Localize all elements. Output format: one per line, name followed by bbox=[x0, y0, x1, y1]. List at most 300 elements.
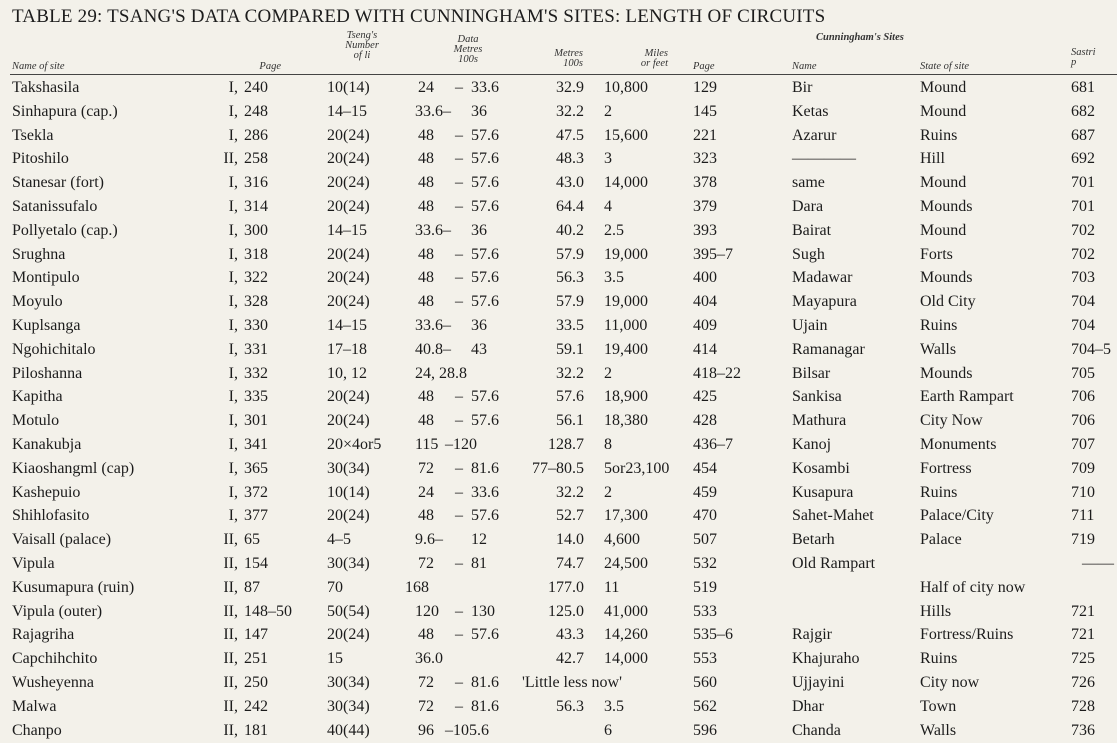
sastri-page: 719 bbox=[1071, 531, 1095, 549]
tsengs-number: 20(24) bbox=[327, 174, 370, 192]
site-name: Kusumapura (ruin) bbox=[12, 578, 135, 596]
cunningham-page: 425 bbox=[693, 388, 717, 406]
data-metres-low: 48 bbox=[418, 174, 434, 192]
metres-value: 48.3 bbox=[556, 150, 584, 168]
site-name: Montipulo bbox=[12, 269, 80, 287]
site-page: 87 bbox=[244, 578, 260, 596]
site-volume: I, bbox=[228, 388, 238, 406]
tsengs-number: 14–15 bbox=[327, 102, 367, 120]
state-of-site: Mounds bbox=[920, 197, 973, 215]
site-volume: I, bbox=[228, 102, 238, 120]
site-page: 322 bbox=[244, 269, 268, 287]
header-metres-line2: 100s bbox=[563, 58, 583, 69]
metres-value: 32.2 bbox=[556, 483, 584, 501]
data-metres-dash: – bbox=[455, 197, 463, 215]
site-page: 251 bbox=[244, 650, 268, 668]
metres-value: 57.6 bbox=[556, 388, 584, 406]
cunningham-page: 560 bbox=[693, 673, 717, 691]
site-volume: I, bbox=[228, 340, 238, 358]
cunningham-name: Sahet-Mahet bbox=[792, 507, 874, 525]
site-page: 365 bbox=[244, 459, 268, 477]
miles-or-feet: 4,600 bbox=[604, 531, 640, 549]
data-metres-high: 57.6 bbox=[471, 174, 499, 192]
state-of-site: Palace bbox=[920, 531, 962, 549]
site-page: 332 bbox=[244, 364, 268, 382]
cunningham-name: Mayapura bbox=[792, 293, 857, 311]
site-volume: I, bbox=[228, 197, 238, 215]
cunningham-page: 395–7 bbox=[693, 245, 733, 263]
data-metres-high: 33.6 bbox=[471, 79, 499, 96]
site-volume: II, bbox=[223, 697, 238, 715]
tsengs-number: 20×4or5 bbox=[327, 435, 382, 453]
data-metres-low: 48 bbox=[418, 197, 434, 215]
metres-value: 40.2 bbox=[556, 221, 584, 239]
state-of-site: Mounds bbox=[920, 269, 973, 287]
table-row bbox=[0, 552, 1117, 576]
sastri-page: 711 bbox=[1071, 507, 1095, 525]
data-metres-low: 48 bbox=[418, 245, 434, 263]
data-metres-high: 81.6 bbox=[471, 673, 499, 691]
metres-value: 64.4 bbox=[556, 197, 584, 215]
site-name: Malwa bbox=[12, 697, 57, 715]
header-name: Name bbox=[792, 61, 817, 72]
header-data-metres bbox=[454, 35, 483, 65]
miles-or-feet: 2 bbox=[604, 102, 612, 120]
site-volume: II, bbox=[223, 150, 238, 168]
cunningham-name: Bir bbox=[792, 79, 813, 96]
tsengs-number: 10, 12 bbox=[327, 364, 367, 382]
tsengs-number: 20(24) bbox=[327, 197, 370, 215]
site-name: Kuplsanga bbox=[12, 316, 81, 334]
cunningham-page: 428 bbox=[693, 412, 717, 430]
table-row bbox=[0, 171, 1117, 195]
cunningham-page: 414 bbox=[693, 340, 717, 358]
metres-value: 14.0 bbox=[556, 531, 584, 549]
site-name: Motulo bbox=[12, 412, 60, 430]
cunningham-name: Dara bbox=[792, 197, 824, 215]
table-row bbox=[0, 647, 1117, 671]
sastri-page: 706 bbox=[1071, 412, 1095, 430]
miles-or-feet: 19,000 bbox=[604, 293, 648, 311]
site-name: Tsekla bbox=[12, 126, 54, 144]
sastri-page: 721 bbox=[1071, 626, 1095, 644]
sastri-page: 706 bbox=[1071, 388, 1095, 406]
site-name: Piloshanna bbox=[12, 364, 83, 382]
site-page: 341 bbox=[244, 435, 268, 453]
data-metres-low: 72 bbox=[418, 554, 434, 572]
data-metres-dash: – bbox=[455, 126, 463, 144]
cunningham-page: 404 bbox=[693, 293, 717, 311]
cunningham-page: 145 bbox=[693, 102, 717, 120]
data-metres-high: 36 bbox=[471, 221, 487, 239]
cunningham-page: 221 bbox=[693, 126, 717, 144]
state-of-site: Mound bbox=[920, 221, 967, 239]
site-volume: I, bbox=[228, 269, 238, 287]
data-metres-high: 57.6 bbox=[471, 507, 499, 525]
data-metres-dash: – bbox=[455, 697, 463, 715]
state-of-site: Town bbox=[920, 697, 957, 715]
header-page-2: Page bbox=[693, 61, 715, 72]
table-row bbox=[0, 600, 1117, 624]
data-metres-low: 36.0 bbox=[415, 650, 443, 668]
header-data-line1: Data bbox=[457, 34, 479, 45]
cunningham-page: 459 bbox=[693, 483, 717, 501]
sastri-page: 709 bbox=[1071, 459, 1095, 477]
miles-or-feet: 3.5 bbox=[604, 269, 624, 287]
data-metres-dash: – bbox=[455, 293, 463, 311]
data-metres-low: 72 bbox=[418, 673, 434, 691]
site-name: Chanpo bbox=[12, 721, 62, 739]
state-of-site: Mounds bbox=[920, 364, 973, 382]
table-row bbox=[0, 290, 1117, 314]
tsengs-number: 20(24) bbox=[327, 150, 370, 168]
miles-or-feet: 2.5 bbox=[604, 221, 624, 239]
miles-or-feet: 18,900 bbox=[604, 388, 648, 406]
state-of-site: Walls bbox=[920, 340, 957, 358]
data-metres-low: 48 bbox=[418, 412, 434, 430]
site-volume: II, bbox=[223, 602, 238, 620]
table-row bbox=[0, 433, 1117, 457]
miles-or-feet: 2 bbox=[604, 364, 612, 382]
data-metres-dash: – bbox=[455, 269, 463, 287]
sastri-page: 701 bbox=[1071, 197, 1095, 215]
cunningham-page: 379 bbox=[693, 197, 717, 215]
site-volume: II, bbox=[223, 673, 238, 691]
cunningham-name: Sugh bbox=[792, 245, 825, 263]
metres-value: 59.1 bbox=[556, 340, 584, 358]
site-volume: I, bbox=[228, 174, 238, 192]
cunningham-name: Kosambi bbox=[792, 459, 850, 477]
data-metres-low: 115 bbox=[415, 435, 439, 453]
data-metres-low: 9.6– bbox=[415, 531, 443, 549]
cunningham-name: Kanoj bbox=[792, 435, 832, 453]
state-of-site: Hills bbox=[920, 602, 952, 620]
miles-or-feet: 18,380 bbox=[604, 412, 648, 430]
data-metres-low: 48 bbox=[418, 126, 434, 144]
miles-or-feet: 2 bbox=[604, 483, 612, 501]
data-metres-high: 81 bbox=[471, 554, 487, 572]
header-tsengs-line2: Number bbox=[345, 40, 379, 51]
site-page: 331 bbox=[244, 340, 268, 358]
data-metres-low: 24 bbox=[418, 483, 434, 501]
data-metres-dash: – bbox=[455, 507, 463, 525]
site-volume: I, bbox=[228, 79, 238, 96]
site-name: Moyulo bbox=[12, 293, 63, 311]
data-metres-high: 57.6 bbox=[471, 245, 499, 263]
cunningham-name: Ketas bbox=[792, 102, 829, 120]
sastri-page: 704–5 bbox=[1071, 340, 1111, 358]
site-page: 181 bbox=[244, 721, 268, 739]
table-row bbox=[0, 219, 1117, 243]
tsengs-number: 10(14) bbox=[327, 79, 370, 96]
cunningham-page: 418–22 bbox=[693, 364, 741, 382]
sastri-page: 728 bbox=[1071, 697, 1095, 715]
header-rule bbox=[10, 74, 1117, 75]
metres-value: 43.0 bbox=[556, 174, 584, 192]
tsengs-number: 17–18 bbox=[327, 340, 367, 358]
tsengs-number: 14–15 bbox=[327, 316, 367, 334]
table-row bbox=[0, 719, 1117, 743]
table-row bbox=[0, 195, 1117, 219]
cunningham-name: Sankisa bbox=[792, 388, 842, 406]
site-page: 314 bbox=[244, 197, 268, 215]
table-row bbox=[0, 671, 1117, 695]
header-cunninghams-sites: Cunningham's Sites bbox=[816, 32, 904, 43]
cunningham-page: 454 bbox=[693, 459, 717, 477]
data-metres-dash: – bbox=[455, 245, 463, 263]
site-name: Kashepuio bbox=[12, 483, 81, 501]
tsengs-number: 30(34) bbox=[327, 459, 370, 477]
header-name-of-site: Name of site bbox=[12, 61, 65, 72]
data-metres-low: 120 bbox=[415, 602, 439, 620]
table-row bbox=[0, 385, 1117, 409]
site-volume: I, bbox=[228, 459, 238, 477]
header-metres bbox=[554, 49, 583, 69]
header-tsengs-line3: of li bbox=[353, 50, 371, 61]
sastri-page: 726 bbox=[1071, 673, 1095, 691]
header-miles-line2: or feet bbox=[640, 58, 668, 69]
sastri-page: 707 bbox=[1071, 435, 1095, 453]
miles-or-feet: 4 bbox=[604, 197, 612, 215]
header-miles-line1: Miles bbox=[644, 48, 668, 59]
state-of-site: Mound bbox=[920, 174, 967, 192]
state-of-site: Fortress/Ruins bbox=[920, 626, 1014, 644]
sastri-page: 692 bbox=[1071, 150, 1095, 168]
data-metres-high: 57.6 bbox=[471, 293, 499, 311]
data-metres-low: 48 bbox=[418, 269, 434, 287]
sastri-page: 705 bbox=[1071, 364, 1095, 382]
metres-value: 56.3 bbox=[556, 269, 584, 287]
data-metres-high: 36 bbox=[471, 316, 487, 334]
site-name: Stanesar (fort) bbox=[12, 174, 104, 192]
state-of-site: Fortress bbox=[920, 459, 972, 477]
cunningham-page: 553 bbox=[693, 650, 717, 668]
header-sastri-line1: Sastri bbox=[1071, 47, 1096, 58]
site-page: 316 bbox=[244, 174, 268, 192]
tsengs-number: 20(24) bbox=[327, 388, 370, 406]
data-metres-dash: – bbox=[455, 626, 463, 644]
metres-value: 43.3 bbox=[556, 626, 584, 644]
data-metres-high: 57.6 bbox=[471, 126, 499, 144]
table-body bbox=[0, 76, 1117, 742]
data-metres-high: 57.6 bbox=[471, 626, 499, 644]
metres-value: 57.9 bbox=[556, 245, 584, 263]
cunningham-name: ———— bbox=[792, 150, 856, 168]
site-name: Kapitha bbox=[12, 388, 63, 406]
tsengs-number: 30(34) bbox=[327, 697, 370, 715]
data-metres-dash: – bbox=[455, 79, 463, 96]
data-metres-low: 48 bbox=[418, 507, 434, 525]
site-page: 154 bbox=[244, 554, 268, 572]
data-metres-low: 24 bbox=[418, 79, 434, 96]
table-row bbox=[0, 362, 1117, 386]
sastri-page: 702 bbox=[1071, 245, 1095, 263]
sastri-page: 687 bbox=[1071, 126, 1095, 144]
cunningham-page: 507 bbox=[693, 531, 717, 549]
metres-value: 77–80.5 bbox=[532, 459, 584, 477]
sastri-page: 681 bbox=[1071, 79, 1095, 96]
miles-or-feet: 3 bbox=[604, 150, 612, 168]
state-of-site: Ruins bbox=[920, 316, 958, 334]
state-of-site: Old City bbox=[920, 293, 976, 311]
cunningham-name: Dhar bbox=[792, 697, 824, 715]
site-volume: I, bbox=[228, 126, 238, 144]
header-page: Page bbox=[259, 61, 281, 72]
sastri-page: 701 bbox=[1071, 174, 1095, 192]
data-metres-high: 12 bbox=[471, 531, 487, 549]
tsengs-number: 50(54) bbox=[327, 602, 370, 620]
table-row bbox=[0, 409, 1117, 433]
miles-or-feet: 5or23,100 bbox=[604, 459, 670, 477]
data-metres-high: 57.6 bbox=[471, 388, 499, 406]
cunningham-page: 535–6 bbox=[693, 626, 733, 644]
state-of-site: Ruins bbox=[920, 650, 958, 668]
site-volume: I, bbox=[228, 245, 238, 263]
cunningham-name: Betarh bbox=[792, 531, 835, 549]
header-miles bbox=[641, 49, 668, 69]
miles-or-feet: 3.5 bbox=[604, 697, 624, 715]
site-volume: I, bbox=[228, 364, 238, 382]
tsengs-number: 20(24) bbox=[327, 412, 370, 430]
state-of-site: Monuments bbox=[920, 435, 997, 453]
metres-value: 33.5 bbox=[556, 316, 584, 334]
cunningham-name: Chanda bbox=[792, 721, 841, 739]
table-row bbox=[0, 124, 1117, 148]
state-of-site: City Now bbox=[920, 412, 983, 430]
data-metres-low: 33.6– bbox=[415, 221, 451, 239]
metres-value: 56.1 bbox=[556, 412, 584, 430]
site-name: Pollyetalo (cap.) bbox=[12, 221, 118, 239]
state-of-site: Ruins bbox=[920, 126, 958, 144]
miles-or-feet: 11 bbox=[604, 578, 620, 596]
sastri-page: 710 bbox=[1071, 483, 1095, 501]
header-metres-line1: Metres bbox=[554, 48, 583, 59]
metres-value: 57.9 bbox=[556, 293, 584, 311]
cunningham-name: same bbox=[792, 174, 825, 192]
data-metres-high: 130 bbox=[471, 602, 495, 620]
site-page: 258 bbox=[244, 150, 268, 168]
header-sastri-line2: p bbox=[1071, 57, 1077, 68]
site-name: Takshasila bbox=[12, 79, 80, 96]
cunningham-name: Bilsar bbox=[792, 364, 831, 382]
data-metres-dash: – bbox=[455, 483, 463, 501]
sastri-page: 682 bbox=[1071, 102, 1095, 120]
data-metres-dash: – bbox=[455, 150, 463, 168]
site-name: Vipula bbox=[12, 554, 55, 572]
metres-value: 74.7 bbox=[556, 554, 584, 572]
state-of-site: Palace/City bbox=[920, 507, 994, 525]
tsengs-number: 20(24) bbox=[327, 507, 370, 525]
state-of-site: Walls bbox=[920, 721, 957, 739]
sastri-page: —— bbox=[1082, 554, 1114, 572]
state-of-site: Mound bbox=[920, 102, 967, 120]
table-row bbox=[0, 147, 1117, 171]
sastri-page: 704 bbox=[1071, 293, 1095, 311]
site-name: Sinhapura (cap.) bbox=[12, 102, 118, 120]
state-of-site: Half of city now bbox=[920, 578, 1026, 596]
site-page: 330 bbox=[244, 316, 268, 334]
cunningham-name: Kusapura bbox=[792, 483, 854, 501]
tsengs-number: 20(24) bbox=[327, 626, 370, 644]
cunningham-name: Ramanagar bbox=[792, 340, 865, 358]
state-of-site: Hill bbox=[920, 150, 945, 168]
data-metres-dash: – bbox=[455, 602, 463, 620]
state-of-site: Forts bbox=[920, 245, 953, 263]
data-metres-high: 33.6 bbox=[471, 483, 499, 501]
site-volume: II, bbox=[223, 721, 238, 739]
data-metres-high: 57.6 bbox=[471, 412, 499, 430]
site-page: 318 bbox=[244, 245, 268, 263]
cunningham-page: 533 bbox=[693, 602, 717, 620]
sastri-page: 704 bbox=[1071, 316, 1095, 334]
data-metres-dash: – bbox=[455, 412, 463, 430]
miles-or-feet: 14,000 bbox=[604, 174, 648, 192]
header-data-line3: 100s bbox=[458, 54, 478, 65]
miles-or-feet: 15,600 bbox=[604, 126, 648, 144]
site-volume: II, bbox=[223, 650, 238, 668]
cunningham-page: 470 bbox=[693, 507, 717, 525]
miles-or-feet: 41,000 bbox=[604, 602, 648, 620]
site-name: Rajagriha bbox=[12, 626, 75, 644]
miles-or-feet: 6 bbox=[604, 721, 612, 739]
site-volume: II, bbox=[223, 626, 238, 644]
tsengs-number: 20(24) bbox=[327, 269, 370, 287]
metres-value: 128.7 bbox=[548, 435, 584, 453]
site-volume: I, bbox=[228, 316, 238, 334]
site-volume: II, bbox=[223, 531, 238, 549]
cunningham-page: 436–7 bbox=[693, 435, 733, 453]
data-metres-low: 48 bbox=[418, 150, 434, 168]
data-metres-dash: – bbox=[455, 459, 463, 477]
site-volume: II, bbox=[223, 554, 238, 572]
cunningham-name: Madawar bbox=[792, 269, 853, 287]
cunningham-name: Azarur bbox=[792, 126, 837, 144]
miles-or-feet: 14,260 bbox=[604, 626, 648, 644]
data-metres-low: 72 bbox=[418, 459, 434, 477]
site-name: Vaisall (palace) bbox=[12, 531, 112, 549]
site-page: 242 bbox=[244, 697, 268, 715]
site-name: Srughna bbox=[12, 245, 66, 263]
tsengs-number: 40(44) bbox=[327, 721, 370, 739]
data-metres-low: 168 bbox=[405, 578, 429, 596]
site-volume: I, bbox=[228, 293, 238, 311]
cunningham-name: Bairat bbox=[792, 221, 832, 239]
table-row bbox=[0, 100, 1117, 124]
site-volume: I, bbox=[228, 435, 238, 453]
data-metres-low: 96 bbox=[418, 721, 434, 739]
sastri-page: 736 bbox=[1071, 721, 1095, 739]
header-tsengs-number bbox=[345, 31, 379, 61]
site-page: 240 bbox=[244, 79, 268, 96]
site-page: 300 bbox=[244, 221, 268, 239]
cunningham-page: 562 bbox=[693, 697, 717, 715]
site-volume: II, bbox=[223, 578, 238, 596]
site-page: 248 bbox=[244, 102, 268, 120]
data-metres-low: 24, 28.8 bbox=[415, 364, 467, 382]
tsengs-number: 4–5 bbox=[327, 531, 351, 549]
miles-or-feet: 10,800 bbox=[604, 79, 648, 96]
miles-or-feet: 17,300 bbox=[604, 507, 648, 525]
site-page: 65 bbox=[244, 531, 260, 549]
site-name: Wusheyenna bbox=[12, 673, 94, 691]
metres-value: 'Little less now' bbox=[522, 673, 622, 691]
miles-or-feet: 19,000 bbox=[604, 245, 648, 263]
data-metres-low: 33.6– bbox=[415, 102, 451, 120]
site-name: Ngohichitalo bbox=[12, 340, 96, 358]
data-metres-low: 40.8– bbox=[415, 340, 451, 358]
table-row bbox=[0, 528, 1117, 552]
site-page: 328 bbox=[244, 293, 268, 311]
